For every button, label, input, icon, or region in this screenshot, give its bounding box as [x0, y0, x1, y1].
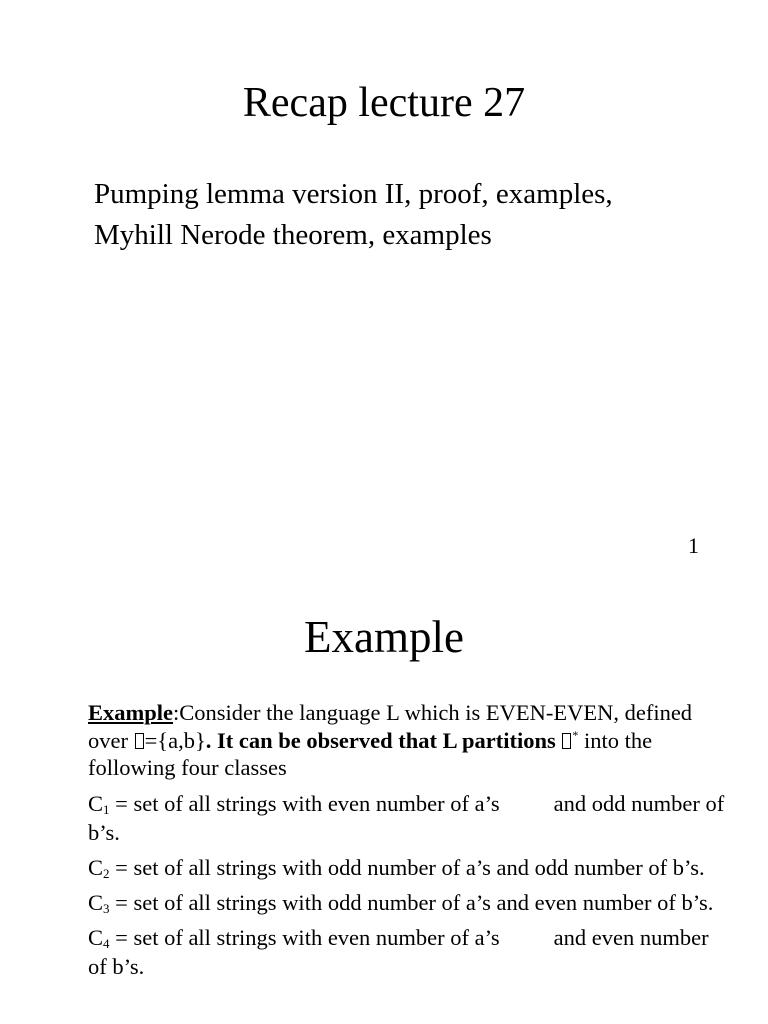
- missing-glyph-icon: [562, 733, 571, 749]
- class-item-c1: [88, 789, 728, 847]
- class-text: = set of all strings with odd number of a’s and even number of b’s.: [109, 889, 714, 915]
- class-text: = set of all strings with even number of a’s: [109, 790, 500, 816]
- example-slide: [0, 580, 768, 1024]
- class-index: 2: [103, 865, 110, 881]
- class-index: 1: [103, 801, 110, 817]
- class-item-c3: [88, 888, 728, 917]
- recap-summary: Pumping lemma version II, proof, examples, Myhill Nerode theorem, examples: [94, 178, 613, 251]
- class-item-c4: [88, 923, 728, 981]
- class-letter: C: [88, 889, 104, 915]
- intro-text-3: . It can be observed that L partitions: [205, 727, 562, 753]
- class-index: 3: [103, 900, 110, 916]
- class-text: = set of all strings with even number of a’s: [109, 924, 500, 950]
- kleene-star: *: [572, 727, 579, 742]
- class-index: 4: [103, 935, 110, 951]
- intro-text-1: Consider the language L which is EVEN-EVEN, defined over: [88, 700, 693, 753]
- class-letter: C: [88, 924, 104, 950]
- class-text-tail: and even number of b’s.: [88, 924, 709, 979]
- example-colon: :: [173, 700, 180, 725]
- example-intro: [88, 699, 728, 782]
- class-text: = set of all strings with odd number of a’s and odd number of b’s.: [109, 854, 705, 880]
- class-item-c2: [88, 853, 728, 882]
- class-text-tail: and odd number of b’s.: [88, 790, 725, 845]
- example-title: Example: [304, 612, 464, 662]
- recap-title: Recap lecture 27: [242, 80, 526, 126]
- missing-glyph-icon: [135, 733, 144, 749]
- example-lead: Example: [88, 700, 174, 725]
- class-letter: C: [88, 854, 104, 880]
- intro-text-4: into the following four classes: [88, 727, 653, 780]
- example-body: [88, 699, 728, 981]
- page-number: 1: [688, 533, 699, 558]
- class-letter: C: [88, 790, 104, 816]
- intro-text-2: ={a,b}: [144, 727, 206, 753]
